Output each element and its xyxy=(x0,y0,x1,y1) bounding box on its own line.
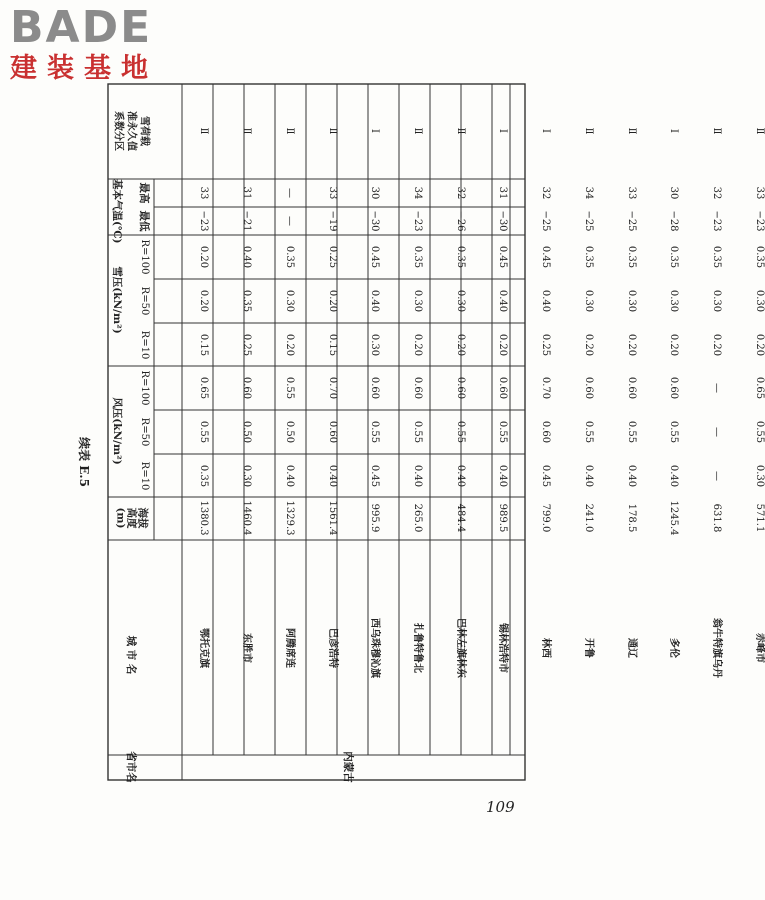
header-altitude-line2: 高度 xyxy=(125,507,138,529)
cell-alt: 989.5 xyxy=(497,503,509,533)
cell-w10: 0.40 xyxy=(411,464,423,488)
header-altitude-line1: 海拔 xyxy=(136,507,149,529)
cell-w10: 0.40 xyxy=(497,464,509,488)
cell-s50: 0.30 xyxy=(753,289,765,313)
cell-city: 阿腾席连 xyxy=(283,628,295,668)
cell-tmin: −23 xyxy=(753,210,765,232)
cell-alt: 631.8 xyxy=(710,503,722,533)
cell-tmin: −25 xyxy=(625,210,637,232)
cell-city: 翁牛特旗乌丹 xyxy=(710,618,722,678)
province-cell: 内蒙古 xyxy=(342,751,354,783)
cell-s10: 0.30 xyxy=(369,333,381,357)
header-city: 城 市 名 xyxy=(125,635,137,675)
cell-zone: Ⅱ xyxy=(283,127,295,135)
cell-w10: 0.40 xyxy=(283,464,295,488)
cell-s10: 0.20 xyxy=(753,333,765,357)
cell-city: 林西 xyxy=(540,638,552,658)
cell-w10: 0.40 xyxy=(582,464,594,488)
cell-w10: 0.40 xyxy=(454,464,466,488)
logo-subtitle: 建装基地 xyxy=(10,53,158,84)
cell-zone: Ⅰ xyxy=(497,129,509,133)
cell-alt: 1460.4 xyxy=(241,500,253,536)
cell-alt: 241.0 xyxy=(582,503,594,533)
cell-city: 鄂托克旗 xyxy=(198,628,210,668)
cell-city: 赤峰市 xyxy=(753,633,765,663)
header-zone-line2: 准永久值 xyxy=(125,111,137,151)
cell-s50: 0.30 xyxy=(283,289,295,313)
logo-wordmark: BADE xyxy=(10,2,153,53)
header-wind-pressure: 风压(kN/m²) xyxy=(111,397,123,465)
cell-w100: 0.60 xyxy=(454,376,466,400)
cell-s50: 0.30 xyxy=(625,289,637,313)
cell-w50: 0.55 xyxy=(753,420,765,444)
cell-s100: 0.40 xyxy=(241,245,253,269)
cell-s10: 0.20 xyxy=(710,333,722,357)
cell-w10: 0.35 xyxy=(198,464,210,488)
cell-w50: 0.50 xyxy=(241,420,253,444)
header-province: 省市名 xyxy=(125,751,137,783)
cell-zone: Ⅰ xyxy=(668,129,680,133)
cell-zone: Ⅰ xyxy=(540,129,552,133)
cell-s50: 0.30 xyxy=(582,289,594,313)
cell-zone: Ⅱ xyxy=(411,127,423,135)
cell-tmax: 33 xyxy=(753,186,765,200)
cell-w100: 0.60 xyxy=(668,376,680,400)
cell-tmax: 34 xyxy=(411,186,423,200)
cell-w100: 0.70 xyxy=(540,376,552,400)
cell-s50: 0.35 xyxy=(241,289,253,313)
cell-s10: 0.20 xyxy=(497,333,509,357)
cell-s100: 0.45 xyxy=(540,245,552,269)
cell-city: 扎鲁特鲁北 xyxy=(411,623,423,673)
cell-zone: Ⅱ xyxy=(454,127,466,135)
cell-s100: 0.20 xyxy=(198,245,210,269)
cell-s100: 0.45 xyxy=(369,245,381,269)
cell-city: 开鲁 xyxy=(582,638,594,658)
cell-w10: 0.45 xyxy=(369,464,381,488)
cell-w50: 0.55 xyxy=(454,420,466,444)
cell-zone: Ⅰ xyxy=(369,129,381,133)
cell-tmax: 33 xyxy=(326,186,338,200)
cell-s10: 0.20 xyxy=(411,333,423,357)
cell-alt: 1329.3 xyxy=(283,500,295,536)
cell-zone: Ⅱ xyxy=(582,127,594,135)
header-wind-r10: R=10 xyxy=(139,461,150,491)
cell-w100: — xyxy=(710,383,722,393)
cell-s100: 0.35 xyxy=(710,245,722,269)
cell-w100: 0.60 xyxy=(582,376,594,400)
cell-tmax: 32 xyxy=(710,186,722,200)
header-temp-min: 最低 xyxy=(138,210,150,232)
cell-w50: 0.55 xyxy=(198,420,210,444)
cell-tmin: −25 xyxy=(540,210,552,232)
cell-w10: 0.45 xyxy=(540,464,552,488)
cell-w100: 0.65 xyxy=(753,376,765,400)
cell-tmin: −23 xyxy=(710,210,722,232)
cell-tmax: 32 xyxy=(454,186,466,200)
cell-w50: 0.50 xyxy=(283,420,295,444)
cell-s10: 0.20 xyxy=(668,333,680,357)
cell-s100: 0.35 xyxy=(582,245,594,269)
cell-s50: 0.30 xyxy=(454,289,466,313)
cell-city: 锡林浩特市 xyxy=(497,623,509,673)
cell-tmin: −23 xyxy=(198,210,210,232)
cell-tmin: −26 xyxy=(454,210,466,232)
header-altitude-line3: (m) xyxy=(114,507,127,529)
cell-tmin: −28 xyxy=(668,210,680,232)
cell-alt: 1245.4 xyxy=(668,500,680,536)
cell-zone: Ⅱ xyxy=(710,127,722,135)
cell-alt: 265.0 xyxy=(411,503,423,533)
table-title: 续表 E.5 xyxy=(77,437,91,487)
page-number: 109 xyxy=(486,798,515,816)
cell-s50: 0.20 xyxy=(326,289,338,313)
cell-s100: 0.25 xyxy=(326,245,338,269)
header-temp-max: 最高 xyxy=(138,182,150,204)
cell-s10: 0.15 xyxy=(198,333,210,357)
cell-w10: 0.40 xyxy=(326,464,338,488)
cell-w50: 0.60 xyxy=(540,420,552,444)
cell-s10: 0.20 xyxy=(625,333,637,357)
header-zone-line1: 雪荷载 xyxy=(138,116,150,146)
cell-zone: Ⅱ xyxy=(198,127,210,135)
cell-w100: 0.65 xyxy=(198,376,210,400)
cell-tmax: 30 xyxy=(668,186,680,200)
cell-s10: 0.25 xyxy=(241,333,253,357)
cell-s100: 0.35 xyxy=(625,245,637,269)
cell-w100: 0.60 xyxy=(411,376,423,400)
header-basic-temperature: 基本气温(℃) xyxy=(111,179,123,244)
cell-tmax: 34 xyxy=(582,186,594,200)
cell-w100: 0.60 xyxy=(625,376,637,400)
header-snow-r10: R=10 xyxy=(139,330,150,360)
cell-w100: 0.55 xyxy=(283,376,295,400)
cell-tmin: −19 xyxy=(326,210,338,232)
cell-city: 西乌珠穆沁旗 xyxy=(369,618,381,678)
cell-city: 巴彦浩特 xyxy=(326,628,338,668)
cell-w100: 0.60 xyxy=(241,376,253,400)
cell-city: 多伦 xyxy=(668,638,680,658)
cell-s50: 0.40 xyxy=(369,289,381,313)
header-wind-r50: R=50 xyxy=(139,417,150,447)
cell-w10: 0.30 xyxy=(241,464,253,488)
header-snow-r50: R=50 xyxy=(139,286,150,316)
cell-city: 巴林左旗林东 xyxy=(454,618,466,678)
cell-w50: 0.55 xyxy=(497,420,509,444)
cell-s10: 0.20 xyxy=(454,333,466,357)
cell-w100: 0.60 xyxy=(369,376,381,400)
cell-w10: 0.40 xyxy=(668,464,680,488)
cell-s100: 0.35 xyxy=(753,245,765,269)
cell-s50: 0.30 xyxy=(411,289,423,313)
header-wind-r100: R=100 xyxy=(139,370,150,406)
cell-city: 东胜市 xyxy=(241,633,253,663)
cell-tmax: 33 xyxy=(625,186,637,200)
cell-alt: 571.1 xyxy=(753,503,765,533)
cell-tmin: −30 xyxy=(497,210,509,232)
cell-w50: — xyxy=(710,427,722,437)
cell-s10: 0.20 xyxy=(283,333,295,357)
header-zone-line3: 系数分区 xyxy=(112,111,124,151)
cell-alt: 1380.3 xyxy=(198,500,210,536)
cell-s50: 0.30 xyxy=(668,289,680,313)
cell-alt: 484.4 xyxy=(454,503,466,533)
cell-s50: 0.40 xyxy=(540,289,552,313)
cell-w50: 0.55 xyxy=(625,420,637,444)
header-snow-r100: R=100 xyxy=(139,239,150,275)
cell-tmin: −21 xyxy=(241,210,253,232)
cell-w10: 0.30 xyxy=(753,464,765,488)
cell-w100: 0.60 xyxy=(497,376,509,400)
cell-w50: 0.55 xyxy=(369,420,381,444)
cell-alt: 1561.4 xyxy=(326,500,338,536)
cell-w50: 0.55 xyxy=(582,420,594,444)
cell-city: 通辽 xyxy=(625,638,637,658)
cell-tmin: −23 xyxy=(411,210,423,232)
cell-s100: 0.35 xyxy=(454,245,466,269)
cell-zone: Ⅱ xyxy=(326,127,338,135)
cell-tmax: 30 xyxy=(369,186,381,200)
cell-s50: 0.30 xyxy=(710,289,722,313)
cell-zone: Ⅱ xyxy=(753,127,765,135)
cell-tmin: −25 xyxy=(582,210,594,232)
cell-tmax: 31 xyxy=(497,186,509,200)
cell-s100: 0.35 xyxy=(283,245,295,269)
cell-alt: 799.0 xyxy=(540,503,552,533)
cell-w10: — xyxy=(710,471,722,481)
cell-s50: 0.40 xyxy=(497,289,509,313)
cell-s100: 0.45 xyxy=(497,245,509,269)
cell-tmin: −30 xyxy=(369,210,381,232)
cell-w50: 0.60 xyxy=(326,420,338,444)
cell-zone: Ⅱ xyxy=(241,127,253,135)
cell-s10: 0.15 xyxy=(326,333,338,357)
cell-s100: 0.35 xyxy=(668,245,680,269)
cell-tmax: 32 xyxy=(540,186,552,200)
cell-s50: 0.20 xyxy=(198,289,210,313)
cell-s10: 0.20 xyxy=(582,333,594,357)
cell-alt: 995.9 xyxy=(369,503,381,533)
cell-tmax: 31 xyxy=(241,186,253,200)
cell-w50: 0.55 xyxy=(411,420,423,444)
cell-s10: 0.25 xyxy=(540,333,552,357)
header-altitude xyxy=(115,496,148,540)
header-snow-load-zone xyxy=(112,86,151,176)
header-snow-pressure: 雪压(kN/m²) xyxy=(111,266,123,334)
cell-zone: Ⅱ xyxy=(625,127,637,135)
cell-tmax: — xyxy=(283,188,295,198)
cell-tmin: — xyxy=(283,216,295,226)
cell-s100: 0.35 xyxy=(411,245,423,269)
cell-w50: 0.55 xyxy=(668,420,680,444)
cell-tmax: 33 xyxy=(198,186,210,200)
cell-w10: 0.40 xyxy=(625,464,637,488)
cell-alt: 178.5 xyxy=(625,503,637,533)
cell-w100: 0.70 xyxy=(326,376,338,400)
